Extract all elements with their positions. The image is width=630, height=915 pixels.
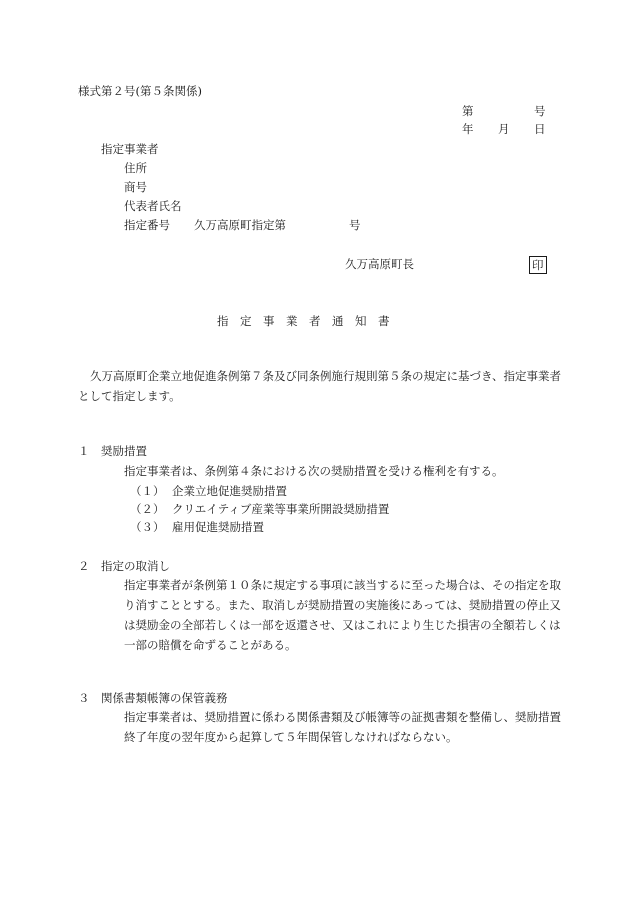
section-body: 指定事業者は、奨励措置に係わる関係書類及び帳簿等の証拠書類を整備し、奨励措置終了年度の翌年度から起算して５年間保管しなければならない。 <box>124 710 561 744</box>
form-label: 様式第２号(第５条関係) <box>78 84 202 98</box>
section-body: 指定事業者は、条例第４条における次の奨励措置を受ける権利を有する。 <box>124 464 504 478</box>
representative-label: 代表者氏名 <box>124 199 182 213</box>
document-title: 指 定 事 業 者 通 知 書 <box>217 314 390 328</box>
addressee-title: 指定事業者 <box>101 142 159 156</box>
section-number: １ <box>78 444 90 458</box>
list-marker: （１） <box>130 484 165 498</box>
section-number: ２ <box>78 559 90 573</box>
section-heading: 関係書類帳簿の保管義務 <box>101 691 228 705</box>
section-heading: 奨励措置 <box>101 444 147 458</box>
issuer-name: 久万高原町長 <box>345 257 414 271</box>
section-body: 指定事業者が条例第１０条に規定する事項に該当するに至った場合は、その指定を取り消すこととする。また、取消しが奨励措置の実施後にあっては、奨励措置の停止又は奨励金の全部若しくは一部を返還させ、又はこれにより生じた損害の全額若しくは一部の賠償を命ずることがある。 <box>124 578 561 652</box>
seal-mark: 印 <box>529 256 547 274</box>
trade-name-label: 商号 <box>124 180 147 194</box>
date-day: 日 <box>534 122 546 136</box>
list-marker: （３） <box>130 520 165 534</box>
date-month: 月 <box>498 122 510 136</box>
list-text: クリエイティブ産業等事業所開設奨励措置 <box>172 502 390 516</box>
list-text: 雇用促進奨励措置 <box>172 520 264 534</box>
list-marker: （２） <box>130 502 165 516</box>
intro-paragraph: 久万高原町企業立地促進条例第７条及び同条例施行規則第５条の規定に基づき、指定事業者として指定します。 <box>78 369 562 403</box>
address-label: 住所 <box>124 161 147 175</box>
designation-prefix: 久万高原町指定第 <box>194 218 286 232</box>
official-seal <box>529 256 547 274</box>
designation-number-label: 指定番号 <box>124 218 170 232</box>
number-suffix: 号 <box>534 104 546 118</box>
section-number: ３ <box>78 691 90 705</box>
number-prefix: 第 <box>462 104 474 118</box>
section-heading: 指定の取消し <box>101 559 170 573</box>
list-text: 企業立地促進奨励措置 <box>172 484 287 498</box>
designation-suffix: 号 <box>349 218 361 232</box>
date-year: 年 <box>462 122 474 136</box>
